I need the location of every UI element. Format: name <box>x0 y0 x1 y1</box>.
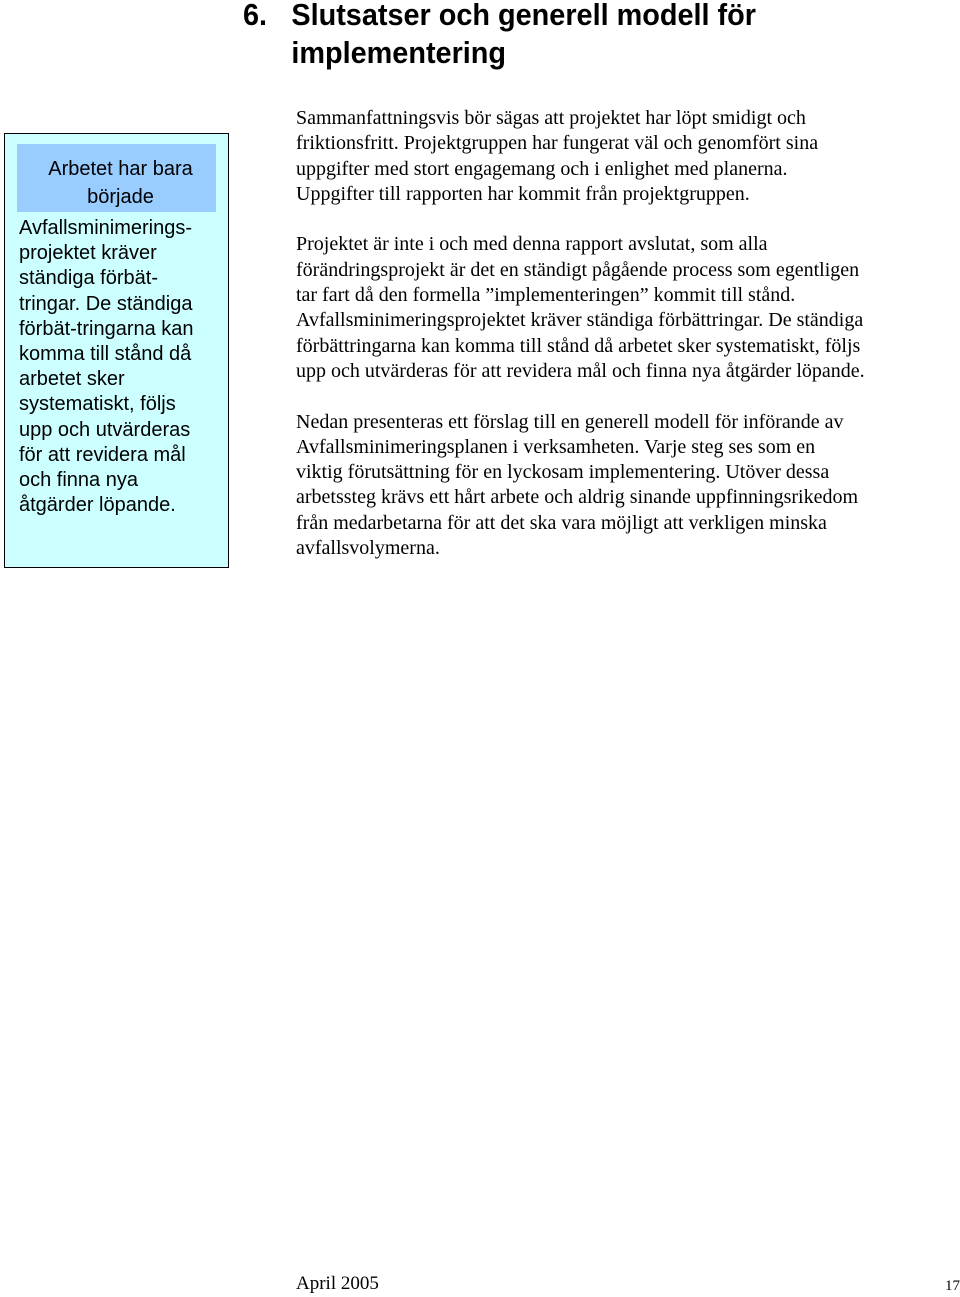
page-number: 17 <box>945 1278 960 1294</box>
section-title-line-1: Slutsatser och generell modell för <box>291 0 756 32</box>
paragraph-ongoing-process: Projektet är inte i och med denna rapport avslutat, som alla förändringsprojekt är det en ständigt pågående process som egentligen tar fart då den formella ”implementeringen” kommit till stånd. Avfallsminimeringsprojektet kräver ständiga förbättringar. De ständiga förbättringarna kan komma till stånd då arbetet sker systematiskt, följs upp och utvärderas för att revidera mål och finna nya åtgärder löpande. <box>296 233 865 382</box>
paragraph-model-proposal: Nedan presenteras ett förslag till en generell modell för införande av Avfallsminimeringsplanen i verksamheten. Varje steg ses som en viktig förutsättning för en lyckosam implementering. Utöver dessa arbetssteg krävs ett hårt arbete och aldrig sinande uppfinningsrikedom från medarbetarna för att det ska vara möjligt att verkligen minska avfallsvolymerna. <box>296 410 859 560</box>
footer-date: April 2005 <box>296 1273 379 1294</box>
main-text <box>296 106 958 587</box>
callout-title: Arbetet har bara började <box>17 144 216 212</box>
paragraph-summary: Sammanfattningsvis bör sägas att projektet har löpt smidigt och friktionsfritt. Projektgruppen har fungerat väl och genomfört sina uppgifter med stort engagemang och i enlighet med planerna. Uppgifter till rapporten har kommit från projektgruppen. <box>296 107 819 205</box>
callout-body: Avfallsminimerings- projektet kräver ständiga förbät- tringar. De ständiga förbät-tringarna kan komma till stånd då arbetet sker systematiskt, följs upp och utvärderas för att revidera mål och finna nya åtgärder löpande. <box>19 217 194 517</box>
section-number: 6. <box>243 0 268 32</box>
section-heading <box>243 0 894 72</box>
section-title-line-2: implementering <box>291 35 507 70</box>
sidebar-callout-box <box>4 133 229 568</box>
